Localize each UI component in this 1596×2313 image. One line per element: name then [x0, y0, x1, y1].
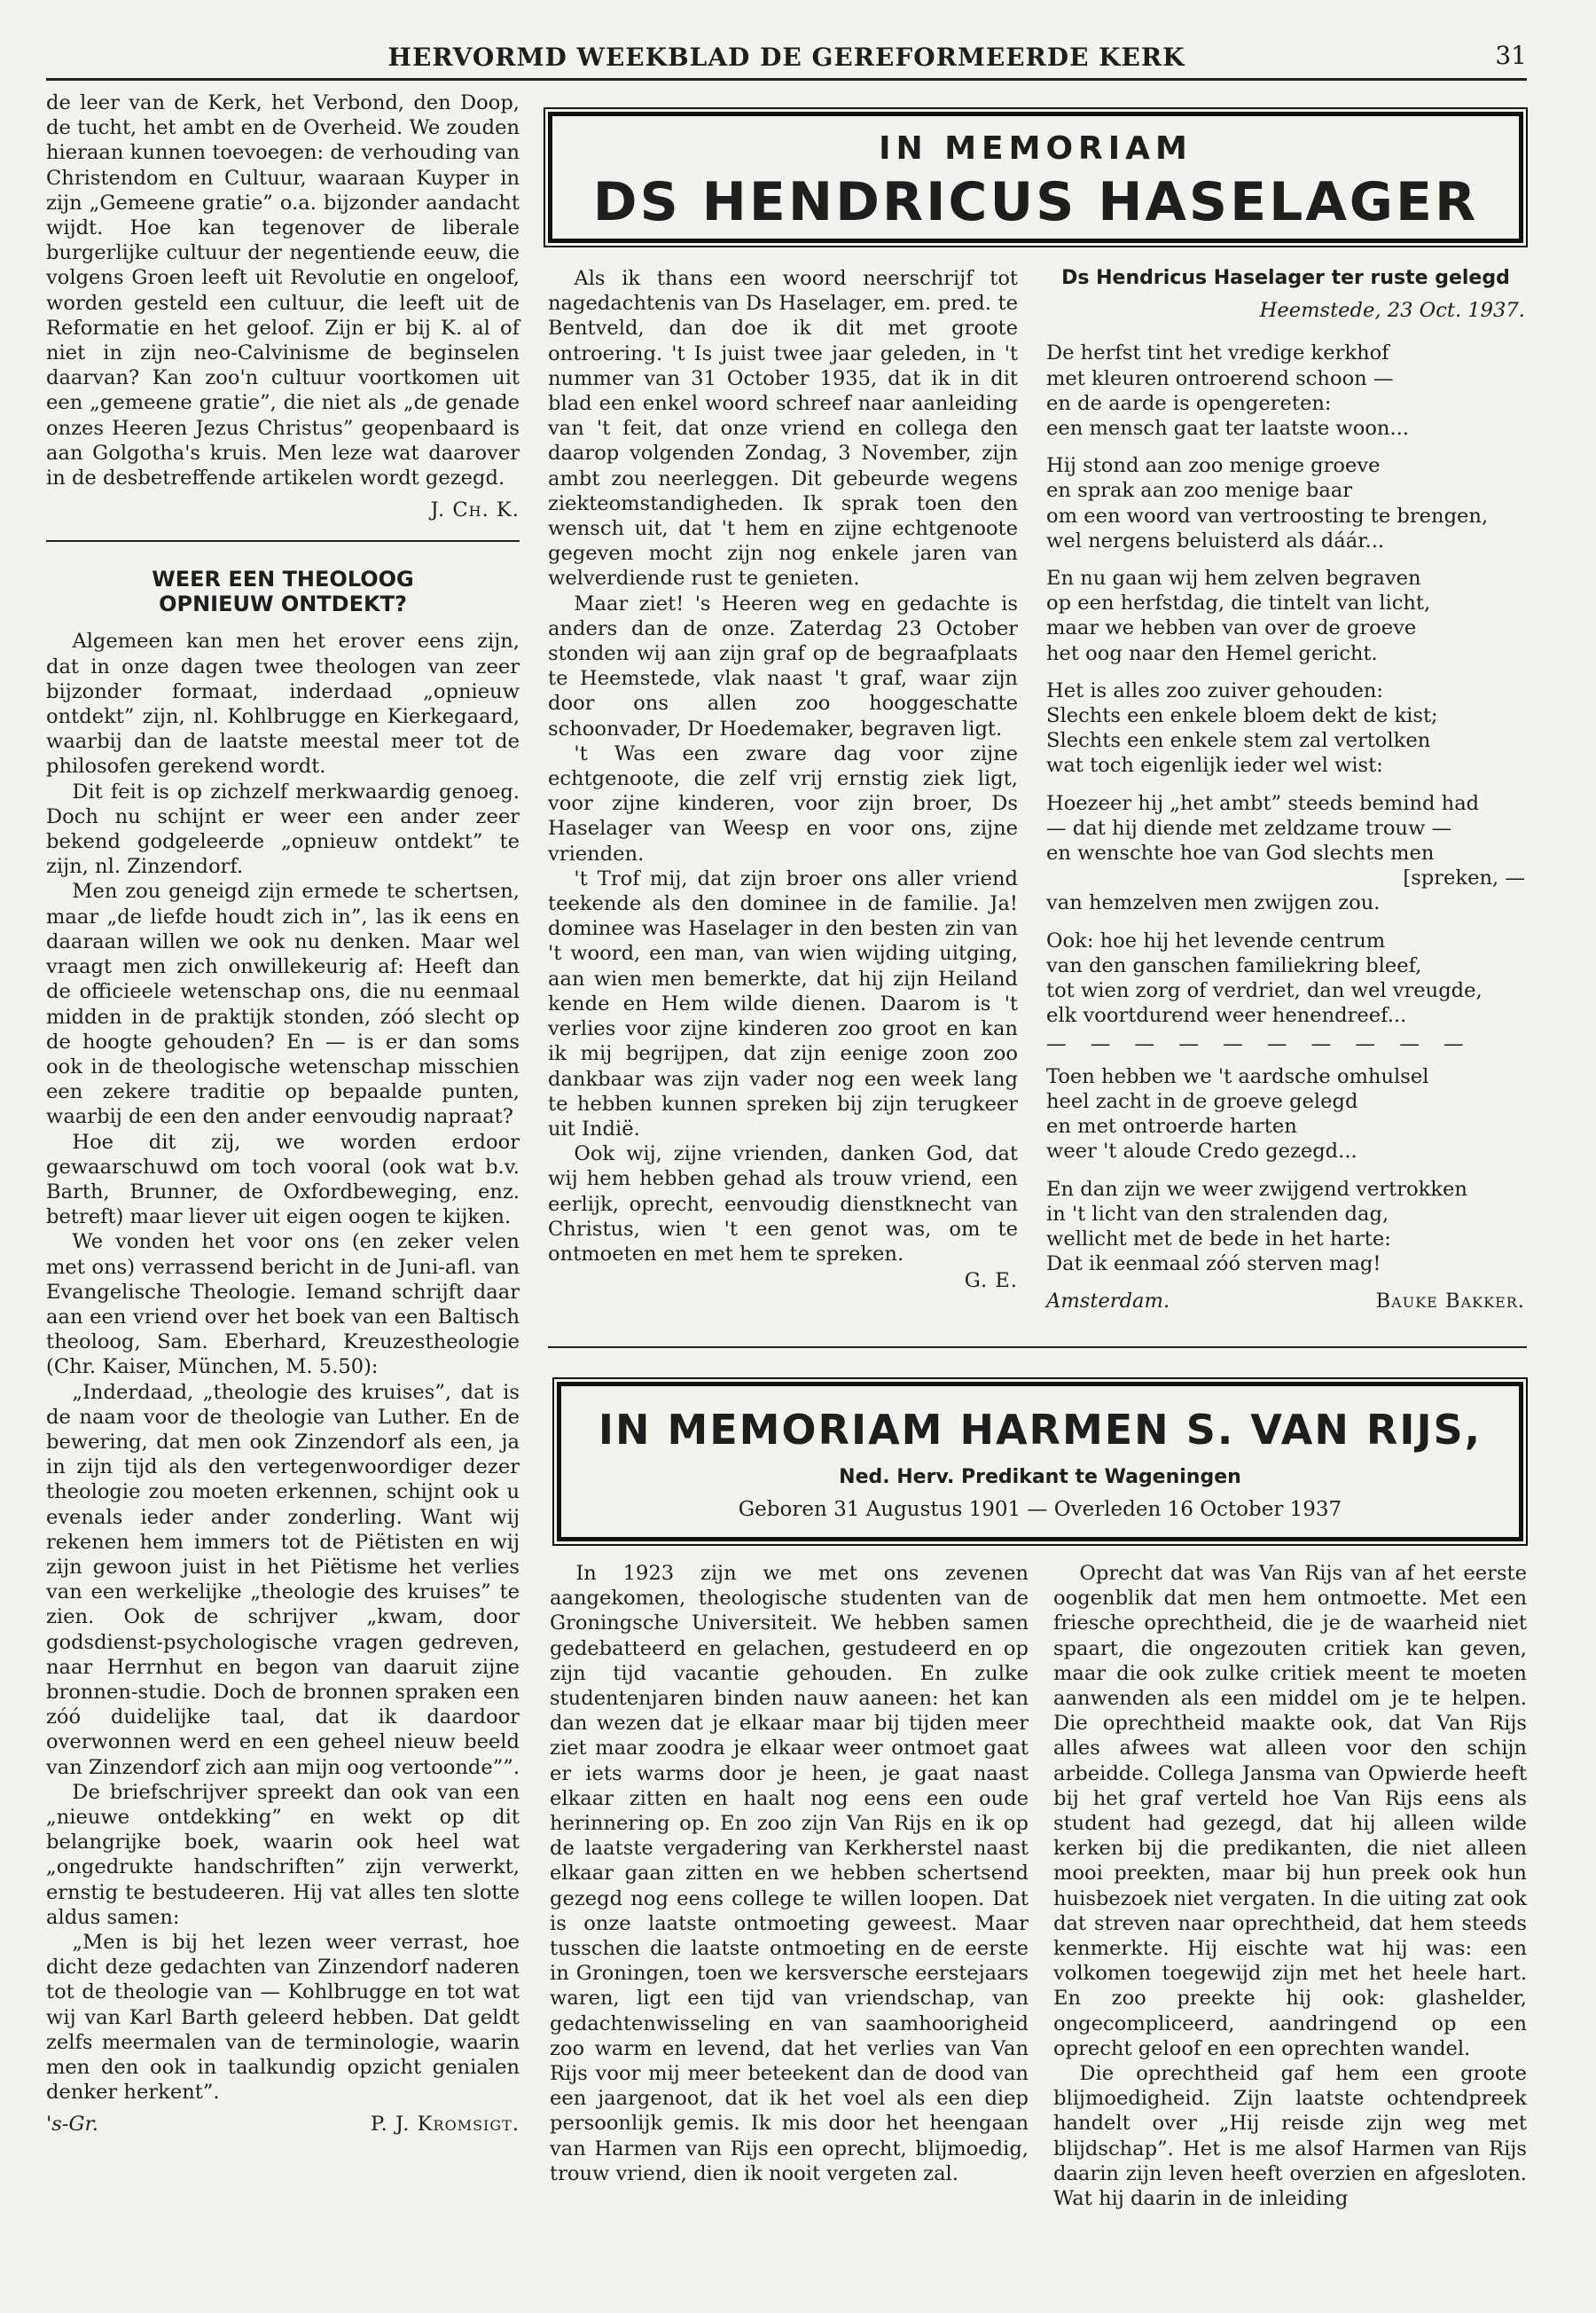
paragraph: „Inderdaad, „theologie des kruises”, dat is de naam voor de theologie van Luther. En de bewering, dat men ook Zinzendorf als een, ja in zijn tijd als den vertegenwoordiger dezer theologie zou moeten erkennen, schijnt ook u evenals ieder ander zonderling. Want wij rekenen hem immers tot de Piëtisten en wij zijn gewoon juist in het Piëtisme het verlies van een werkelijke „theologie des kruises” te zien. Ook de schrijver „kwam, door godsdienst-psychologische vragen gedreven, naar Herrnhut en begon van daaruit zijne bronnen-studie. Doch de bronnen spraken een zóó duidelijke taal, dat ik daardoor overwonnen werd en een geheel nieuw beeld van Zinzendorf zich aan mijn oog vertoonde””.: [46, 1380, 520, 1779]
poem-line: om een woord van vertroosting te brengen,: [1046, 504, 1489, 528]
banner-dates: Geboren 31 Augustus 1901 — Overleden 16 October 1937: [738, 1498, 1342, 1521]
column-left: [46, 90, 520, 2137]
signature-row: [46, 2112, 520, 2137]
poem-line: wat toch eigenlijk ieder wel wist:: [1046, 754, 1383, 778]
memoriam-vanrijs-banner: [557, 1382, 1523, 1541]
poem-line: en wenschte hoe van God slechts men: [1046, 842, 1435, 866]
poem-line: en sprak aan zoo menige baar: [1046, 479, 1353, 503]
paragraph: Dit feit is op zichzelf merkwaardig genoeg. Doch nu schijnt er weer een ander zeer bekend godgeleerde „opnieuw ontdekt” te zijn, nl. Zinzendorf.: [46, 780, 520, 879]
memoriam-haselager-text: [548, 266, 1018, 1293]
stanza: [1046, 453, 1525, 553]
poem-line: wellicht met de bede in het harte:: [1046, 1227, 1391, 1251]
poem-line: Slechts een enkele bloem dekt de kist;: [1046, 704, 1438, 728]
paragraph: De briefschrijver spreekt dan ook van een „nieuwe ontdekking” en wekt op dit belangrijke boek, waarin ook heel wat „ongedrukte handschriften” zijn verwerkt, ernstig te bestudeeren. Hij vat alles ten slotte aldus samen:: [46, 1780, 520, 1929]
dash-separator: — — — — — — — — — —: [1046, 1032, 1473, 1056]
memoriam-vanrijs-col-left: [550, 1561, 1029, 2186]
poem-line: heel zacht in de groeve gelegd: [1046, 1089, 1358, 1113]
poem-line: wel nergens beluisterd als dáár...: [1046, 529, 1385, 553]
poem-line: van den ganschen familiekring bleef,: [1046, 953, 1422, 977]
poem-line: Hoezeer hij „het ambt” steeds bemind had: [1046, 791, 1480, 815]
poem-line: Hij stond aan zoo menige groeve: [1046, 454, 1381, 478]
poem-line: De herfst tint het vredige kerkhof: [1046, 341, 1389, 365]
poem-line: Het is alles zoo zuiver gehouden:: [1046, 678, 1384, 702]
signature-jchk: J. Ch. K.: [430, 498, 520, 522]
signature-kromsigt: P. J. Kromsigt.: [371, 2113, 520, 2137]
poem-line: elk voortdurend weer henendreef...: [1046, 1004, 1407, 1028]
paragraph: „Men is bij het lezen weer verrast, hoe dicht deze gedachten van Zinzendorf naderen tot de theologie van — Kohlbrugge en tot wat wij van Karl Barth geleerd hebben. Dat geldt zelfs meermalen van de terminologie, waarin men den ook in taalkundig opzicht genialen denker herkent”.: [46, 1931, 520, 2105]
paragraph: 't Was een zware dag voor zijne echtgenoote, die zelf vrij ernstig ziek ligt, voor zijne kinderen, voor zijn broer, Ds Haselager van Weesp en voor ons, zijne vrienden.: [548, 741, 1018, 866]
publication-title: HERVORMD WEEKBLAD DE GEREFORMEERDE KERK: [387, 43, 1185, 72]
poem-line: en met ontroerde harten: [1046, 1115, 1297, 1139]
poem-line: En nu gaan wij hem zelven begraven: [1046, 567, 1421, 591]
poem-line: in 't licht van den stralenden dag,: [1046, 1202, 1389, 1226]
poem-place-date: Heemstede, 23 Oct. 1937.: [1259, 299, 1525, 323]
poem-author: Bauke Bakker.: [1375, 1290, 1525, 1313]
poem-signature-row: [1046, 1289, 1525, 1313]
section-divider: [548, 1346, 1527, 1348]
page-number: 31: [1495, 41, 1527, 70]
paragraph: Die oprechtheid gaf hem een groote blijmoedigheid. Zijn laatste ochtendpreek handelt over „Hij reisde zijn weg met blijdschap”. Het is me alsof Harmen van Rijs daarin zijn leven heeft overzien en afgesloten. Wat hij daarin in de inleiding: [1053, 2062, 1527, 2211]
stanza: [1046, 341, 1525, 441]
poem-line: En dan zijn we weer zwijgend vertrokken: [1046, 1177, 1467, 1201]
poem-line: weer 't aloude Credo gezegd...: [1046, 1140, 1357, 1164]
banner-line2: DS HENDRICUS HASELAGER: [592, 171, 1479, 233]
banner-title: IN MEMORIAM HARMEN S. VAN RIJS,: [598, 1406, 1483, 1454]
stanza: [1046, 566, 1525, 666]
stanza: [1046, 1177, 1525, 1277]
signature-ge: G. E.: [964, 1269, 1018, 1293]
poem-line: — dat hij diende met zeldzame trouw —: [1046, 816, 1452, 840]
stanza: [1046, 929, 1525, 1029]
poem-line: Dat ik eenmaal zóó sterven mag!: [1046, 1252, 1381, 1276]
paragraph: Als ik thans een woord neerschrijf tot nagedachtenis van Ds Haselager, em. pred. te Bentveld, dan doe ik dit met groote ontroering. 't Is juist twee jaar geleden, in 't nummer van 31 October 1935, dat ik in dit blad een enkel woord schreef naar aanleiding van 't feit, dat onze vriend en collega den daarop volgenden Zondag, 3 November, zijn ambt zou neerleggen. Dit gebeurde wegens ziekteomstandigheden. Ik sprak toen den wensch uit, dat 't hem en zijne echtgenoote gegeven mocht zijn nog enkele jaren van welverdiende rust te genieten.: [548, 267, 1018, 591]
paragraph: Men zou geneigd zijn ermede te schertsen, maar „de liefde houdt zich in”, las ik eens en daaraan willen we ook nu denken. Maar wel vraagt men zich onwillekeurig af: Heeft dan de officieele wetenschap ons, die nu eenmaal midden in de praktijk stonden, zóó slecht op de hoogte gehouden? En — is er dan soms ook in de theologische wetenschap misschien een zekere traditie op bepaalde punten, waarbij de een den ander eenvoudig napraat?: [46, 880, 520, 1129]
poem-line: Slechts een enkele stem zal vertolken: [1046, 729, 1431, 753]
poem-line: het oog naar den Hemel gericht.: [1046, 641, 1378, 665]
poem-title: Ds Hendricus Haselager ter ruste gelegd: [1061, 267, 1510, 289]
stanza: [1046, 678, 1525, 779]
stanza: [1046, 791, 1525, 916]
article-heading: [46, 567, 520, 616]
poem-line: met kleuren ontroerend schoon —: [1046, 366, 1394, 390]
poem-line: en de aarde is opengereten:: [1046, 391, 1332, 415]
poem-line-overflow: [spreken, —: [1403, 866, 1525, 890]
paragraph: Ook wij, zijne vrienden, danken God, dat wij hem hebben gehad als trouw vriend, een eerlijk, oprecht, eenvoudig dienstknecht van Christus, wien 't een genot was, om te ontmoeten en met hem te spreken.: [548, 1142, 1018, 1266]
paragraph: Algemeen kan men het erover eens zijn, dat in onze dagen twee theologen van zeer bijzonder formaat, inderdaad „opnieuw ontdekt” zijn, nl. Kohlbrugge en Kierkegaard, waarbij dan de laatste meestal meer tot de philosofen gerekend wordt.: [46, 630, 520, 779]
poem-line: van hemzelven men zwijgen zou.: [1046, 891, 1381, 915]
paragraph: Oprecht dat was Van Rijs van af het eerste oogenblik dat men hem ontmoette. Met een friesche oprechtheid, die je de waarheid niet spaart, die ongezouten critiek kan geven, maar die ook zulke critiek meent te moeten aanwenden als een middel om je te helpen. Die oprechtheid maakte ook, dat Van Rijs alles afwees wat alleen voor den schijn arbeidde. Collega Jansma van Opwierde heeft bij het graf verteld hoe Van Rijs eens als student had gezegd, dat hij alleen wilde kerken bij die predikanten, die niet alleen mooi preekten, maar bij hun preek ook hun huisbezoek niet vergaten. In die uiting zat ook dat streven naar oprechtheid, dat hem steeds kenmerkte. Hij eischte wat hij was: een volkomen toegewijd zijn met het heele hart. En zoo preekte hij ook: glashelder, ongecompliceerd, aandringend op een oprecht geloof en een oprechten wandel.: [1053, 1562, 1527, 2060]
poem-line: Toen hebben we 't aardsche omhulsel: [1046, 1064, 1429, 1088]
poem-line: tot wien zorg of verdriet, dan wel vreugde,: [1046, 979, 1483, 1003]
paragraph: 't Trof mij, dat zijn broer ons aller vriend teekende als den dominee in de familie. Ja! dominee was Haselager in den besten zin van 't woord, een man, van wien wijding uitging, aan wien men bemerkte, dat hij zijn Heiland kende en Hem wilde dienen. Daarom is 't verlies voor zijne kinderen zoo groot en kan ik mij begrijpen, dat zijn eenige zoon zoo dankbaar was zijn vader nog een week lang te hebben kunnen spreken bij zijn terugkeer uit Indië.: [548, 866, 1018, 1141]
banner-subtitle: Ned. Herv. Predikant te Wageningen: [839, 1466, 1241, 1488]
memoriam-haselager-banner: [548, 112, 1523, 243]
paragraph: Maar ziet! 's Heeren weg en gedachte is anders dan de onze. Zaterdag 23 October stonden wij aan zijn graf op de begraafplaats te Heemstede, vlak naast 't graf, waar zijn door ons allen zoo hooggeschatte schoonvader, Dr Hoedemaker, begraven ligt.: [548, 592, 1018, 741]
memoriam-vanrijs-col-right: [1053, 1561, 1527, 2211]
paragraph: Hoe dit zij, we worden erdoor gewaarschuwd om toch vooral (ook wat b.v. Barth, Brunner, de Oxfordbeweging, enz. betreft) maar liever uit eigen oogen te kijken.: [46, 1130, 520, 1229]
poem: [1046, 266, 1525, 1314]
stanza: [1046, 1064, 1525, 1164]
article-continuation: de leer van de Kerk, het Verbond, den Doop, de tucht, het ambt en de Overheid. We zouden hieraan kunnen toevoegen: de verhouding van Christendom en Cultuur, waaraan Kuyper in zijn „Gemeene gratie” o.a. bijzonder aandacht wijdt. Hoe kan tegenover de liberale burgerlijke cultuur der negentiende eeuw, die volgens Groen leeft uit Revolutie en ongeloof, worden gesteld een cultuur, die leeft uit de Reformatie en het geloof. Zijn er bij K. al of niet in zijn neo-Calvinisme de beginselen daarvan? Kan zoo'n cultuur voortkomen uit een „gemeene gratie”, die niet als „de genade onzes Heeren Jezus Christus” geopenbaard is aan Golgotha's kruis. Men leze wat daarover in de desbetreffende artikelen wordt gezegd.: [46, 91, 520, 490]
page-header: [46, 37, 1527, 81]
column-divider: [46, 540, 520, 542]
article-heading-line1: WEER EEN THEOLOOG: [152, 567, 414, 592]
poem-line: Ook: hoe hij het levende centrum: [1046, 929, 1386, 953]
article-heading-line2: OPNIEUW ONTDEKT?: [159, 592, 407, 617]
poem-line: maar we hebben van over de groeve: [1046, 616, 1417, 640]
signature-place: 's-Gr.: [46, 2113, 98, 2137]
poem-line: op een herfstdag, die tintelt van licht,: [1046, 592, 1431, 615]
paragraph: In 1923 zijn we met ons zevenen aangekomen, theologische studenten van de Groningsche Universiteit. We hebben samen gedebatteerd en gelachen, gestudeerd en op zijn tijd vacantie gehouden. En zulke studentenjaren binden nauw aaneen: het kan dan wezen dat je elkaar maar bij tijden meer ziet maar zoodra je elkaar weer ontmoet gaat er iets warms door je heen, je gaat naast elkaar zitten en haalt nog eens een oude herinnering op. En zoo zijn Van Rijs en ik op de laatste vergadering van Kerkherstel naast elkaar gaan zitten en we hebben schertsend gezegd nog eens college te willen loopen. Dat is onze laatste ontmoeting geweest. Maar tusschen die laatste ontmoeting en de eerste in Groningen, toen we kersversche eerstejaars waren, ligt een tijd van vriendschap, van gedachtenwisseling en van saamhoorigheid zoo warm en levend, dat het verlies van Van Rijs voor mij meer beteekent dan de dood van een jaargenoot, dat ik het voel als een diep persoonlijk gemis. Ik mis door het heengaan van Harmen van Rijs een oprecht, blijmoedig, trouw vriend, dien ik nooit vergeten zal.: [550, 1562, 1029, 2185]
poem-line: een mensch gaat ter laatste woon...: [1046, 417, 1410, 441]
poem-place: Amsterdam.: [1046, 1290, 1170, 1313]
banner-line1: IN MEMORIAM: [879, 130, 1193, 167]
paragraph: We vonden het voor ons (en zeker velen met ons) verrassend bericht in de Juni-afl. van Evangelische Theologie. Iemand schrijft daar aan een vriend over het boek van een Baltisch theoloog, Sam. Eberhard, Kreuzestheologie (Chr. Kaiser, München, M. 5.50):: [46, 1230, 520, 1379]
